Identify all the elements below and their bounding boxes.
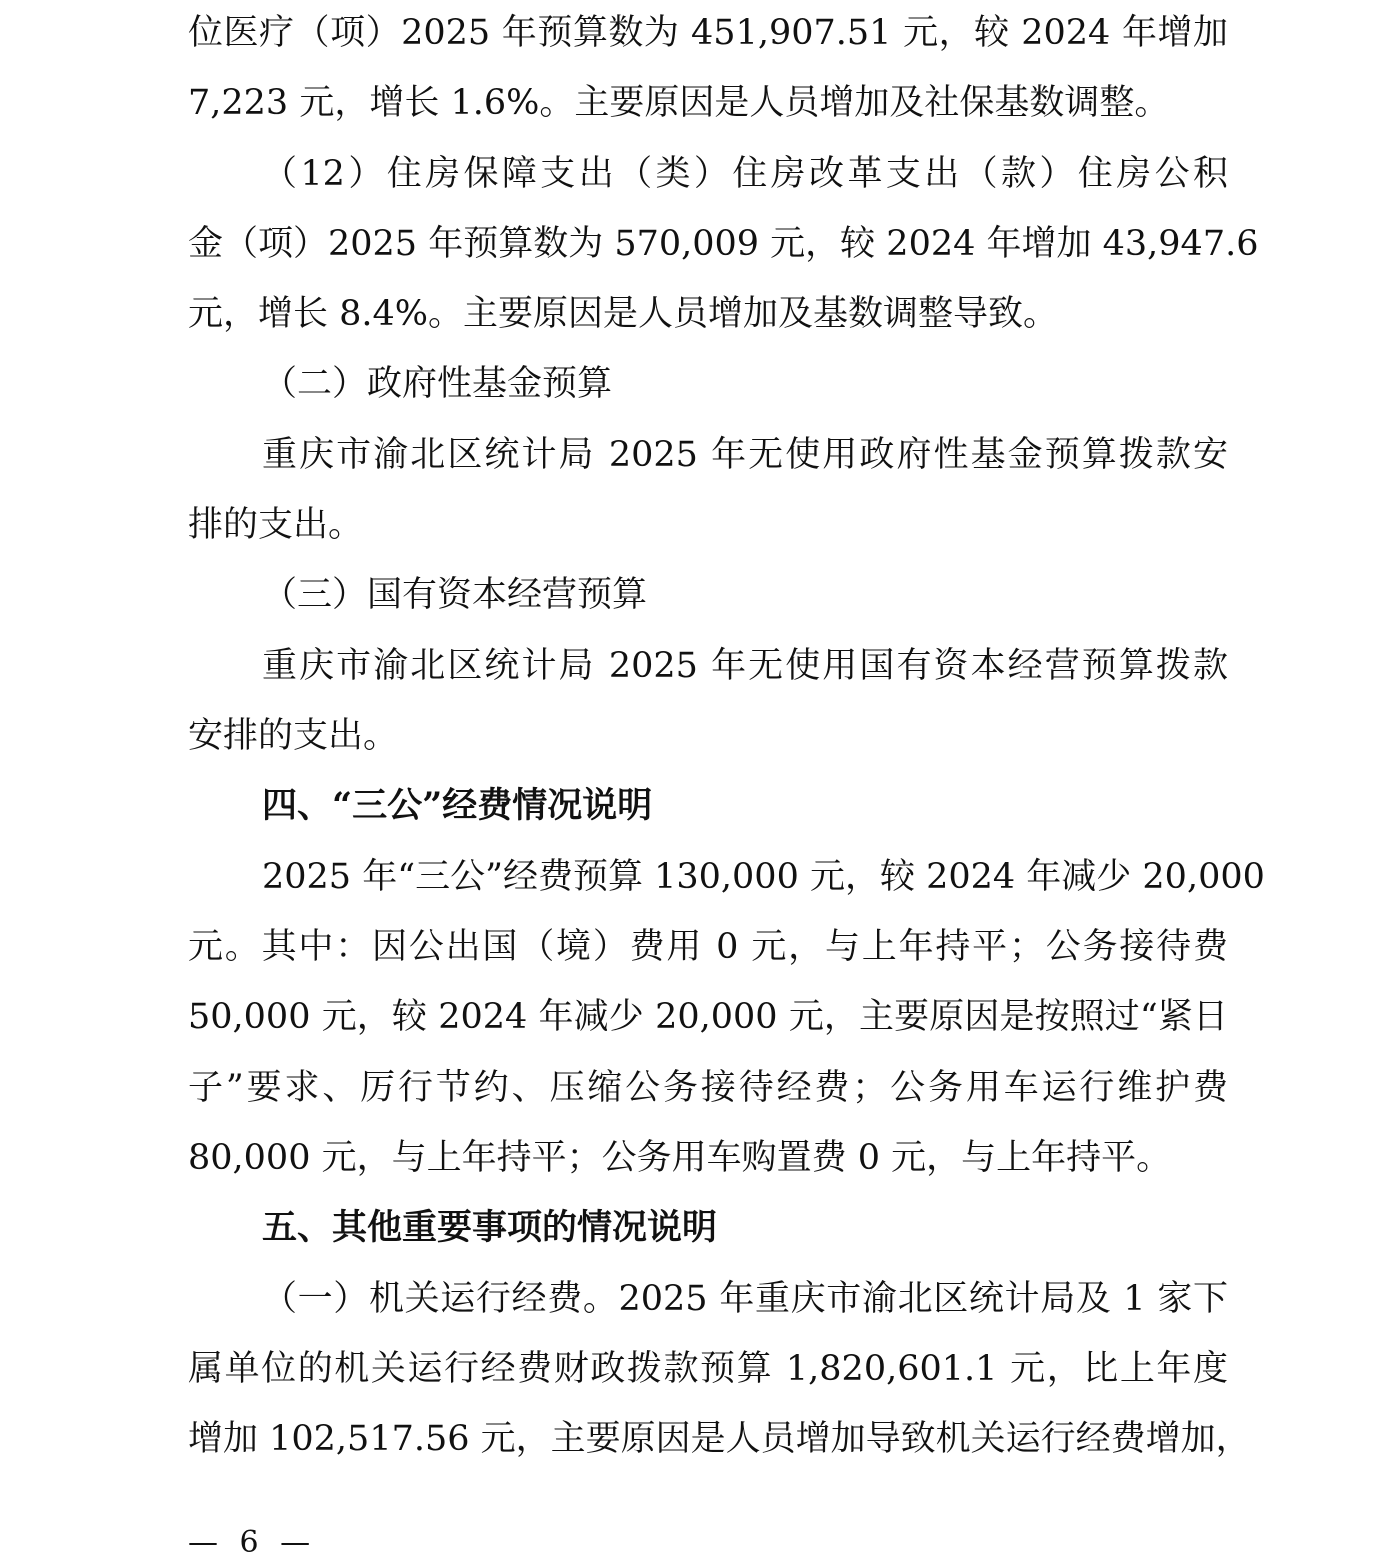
chapter-heading: 五、其他重要事项的情况说明 bbox=[262, 1207, 718, 1248]
body-line: （12）住房保障支出（类）住房改革支出（款）住房公积 bbox=[262, 154, 1228, 194]
body-line: 元，增长 8.4%。主要原因是人员增加及基数调整导致。 bbox=[188, 294, 1059, 334]
body-line: 位医疗（项）2025 年预算数为 451,907.51 元，较 2024 年增加 bbox=[188, 13, 1228, 53]
body-line: 7,223 元，增长 1.6%。主要原因是人员增加及社保基数调整。 bbox=[188, 83, 1170, 123]
page-number: — 6 — bbox=[188, 1525, 317, 1560]
body-line: （一）机关运行经费。2025 年重庆市渝北区统计局及 1 家下 bbox=[262, 1279, 1228, 1319]
body-line: 元。其中：因公出国（境）费用 0 元，与上年持平；公务接待费 bbox=[188, 927, 1228, 967]
body-line: 50,000 元，较 2024 年减少 20,000 元，主要原因是按照过“紧日 bbox=[188, 997, 1228, 1037]
body-line: 安排的支出。 bbox=[188, 716, 399, 756]
body-line: 重庆市渝北区统计局 2025 年无使用政府性基金预算拨款安 bbox=[262, 435, 1228, 475]
body-line: 80,000 元，与上年持平；公务用车购置费 0 元，与上年持平。 bbox=[188, 1138, 1172, 1178]
body-line: 排的支出。 bbox=[188, 505, 364, 545]
section-heading: （三）国有资本经营预算 bbox=[262, 575, 648, 615]
section-heading: （二）政府性基金预算 bbox=[262, 364, 613, 404]
body-line: 增加 102,517.56 元，主要原因是人员增加导致机关运行经费增加， bbox=[188, 1419, 1251, 1459]
body-line: 2025 年“三公”经费预算 130,000 元，较 2024 年减少 20,000 bbox=[262, 857, 1265, 897]
body-line: 重庆市渝北区统计局 2025 年无使用国有资本经营预算拨款 bbox=[262, 646, 1228, 686]
body-line: 子”要求、厉行节约、压缩公务接待经费；公务用车运行维护费 bbox=[188, 1068, 1228, 1108]
body-line: 属单位的机关运行经费财政拨款预算 1,820,601.1 元，比上年度 bbox=[188, 1349, 1228, 1389]
body-line: 金（项）2025 年预算数为 570,009 元，较 2024 年增加 43,947.6 bbox=[188, 224, 1259, 264]
chapter-heading: 四、“三公”经费情况说明 bbox=[262, 785, 653, 826]
